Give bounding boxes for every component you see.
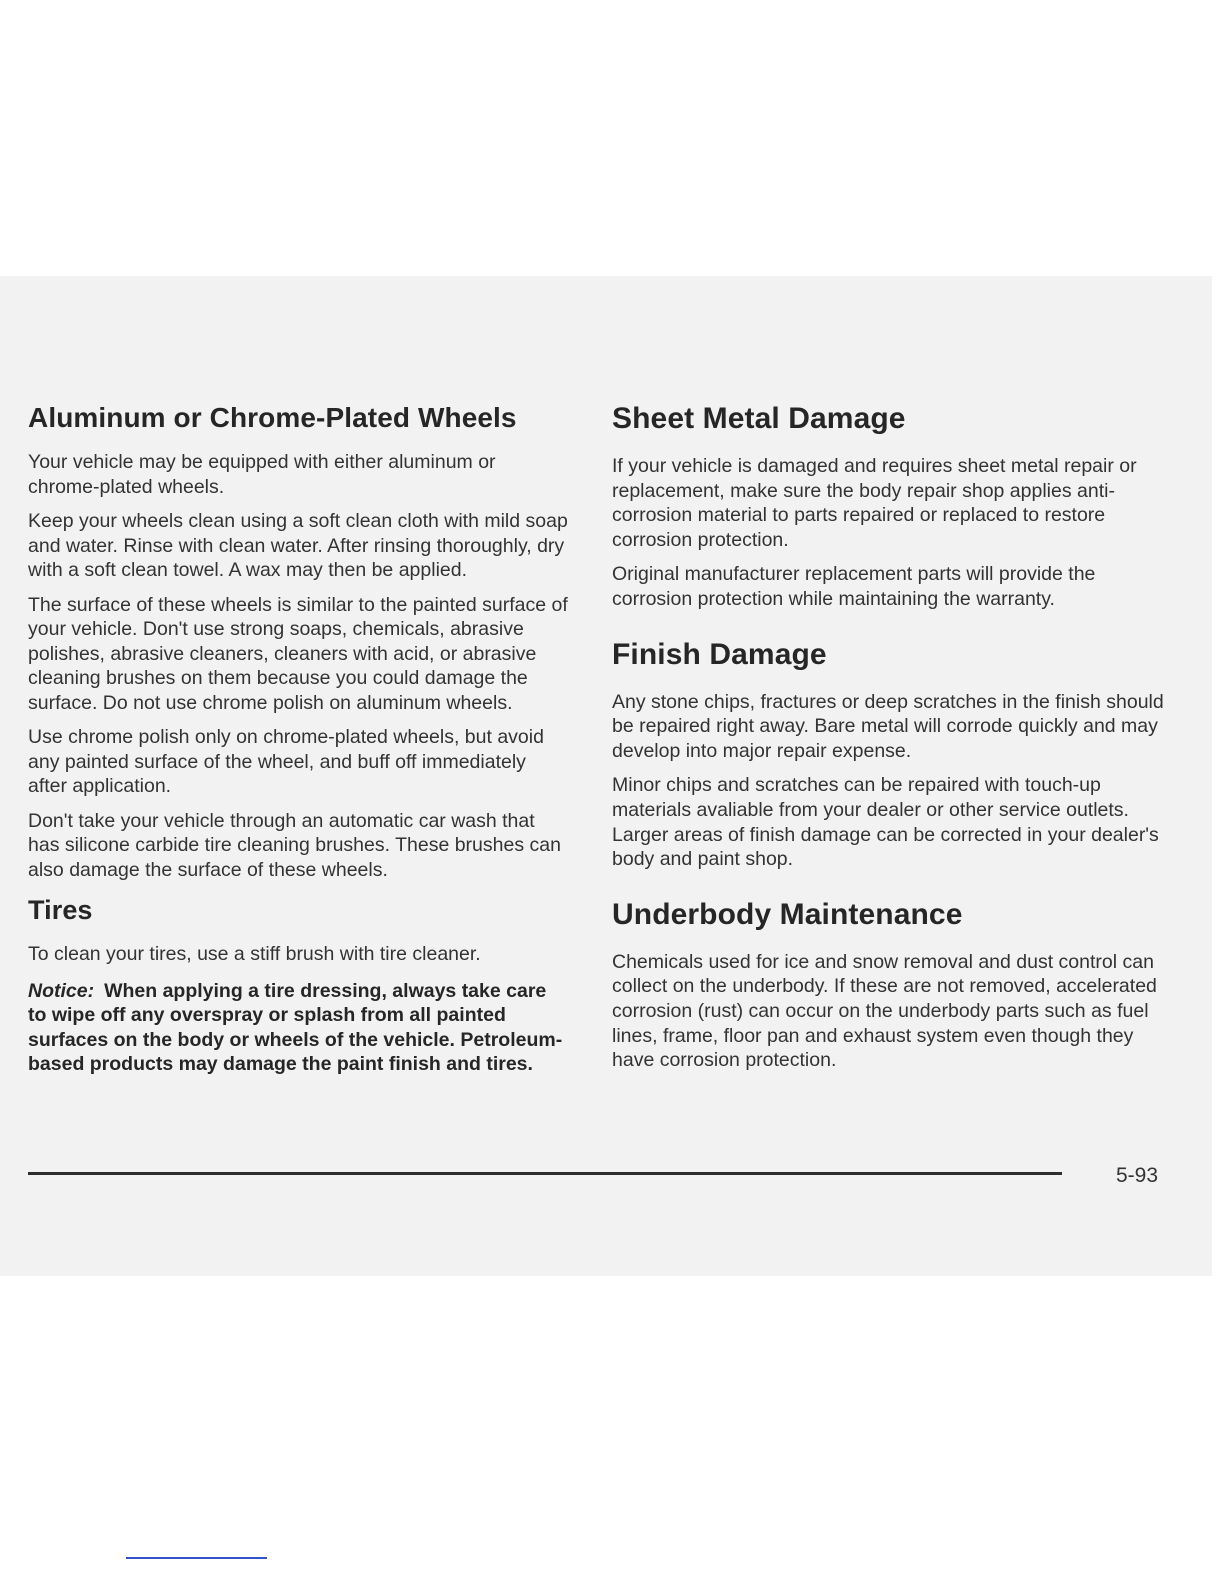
link-underline[interactable] [126,1557,267,1559]
notice-text: When applying a tire dressing, always take care to wipe off any overspray or splash from all painted surfaces on the body or wheels of the vehicle. Petroleum-based products may damage the paint finish and tires. [28,979,563,1075]
underbody-paragraph: Chemicals used for ice and snow removal and dust control can collect on the underbody. If these are not removed, accelerated corrosion (rust) can occur on the underbody parts such as fuel lines, frame, floor pan and exhaust system even though they have corrosion protection. [612,950,1157,1072]
wheels-paragraph: Keep your wheels clean using a soft clean cloth with mild soap and water. Rinse with clean water. After rinsing thoroughly, dry with a soft clean towel. A wax may then be applied. [28,510,568,581]
finish-paragraph: Minor chips and scratches can be repaired with touch-up materials avaliable from your dealer or other service outlets. Larger areas of finish damage can be corrected in your dealer's body and paint shop. [612,774,1159,871]
right-column [612,398,1172,1083]
tires-notice [28,979,568,1077]
finish-heading: Finish Damage [612,637,827,671]
left-column [28,398,568,1077]
sheet-metal-heading: Sheet Metal Damage [612,402,906,435]
footer-rule [28,1172,1062,1175]
page-number: 5-93 [1116,1164,1159,1187]
tires-heading: Tires [28,895,93,925]
notice-label: Notice: [28,979,95,1002]
sheet-metal-paragraph: If your vehicle is damaged and requires sheet metal repair or replacement, make sure the body repair shop applies anti-corrosion material to parts repaired or replaced to restore corrosion protection. [612,455,1137,551]
underbody-heading: Underbody Maintenance [612,897,963,931]
finish-paragraph: Any stone chips, fractures or deep scratches in the finish should be repaired right away. Bare metal will corrode quickly and may develop into major repair expense. [612,690,1164,762]
wheels-paragraph: Don't take your vehicle through an automatic car wash that has silicone carbide tire cleaning brushes. These brushes can also damage the surface of these wheels. [28,809,561,881]
tires-paragraph: To clean your tires, use a stiff brush with tire cleaner. [28,943,481,965]
wheels-paragraph: Use chrome polish only on chrome-plated wheels, but avoid any painted surface of the wheel, and buff off immediately after application. [28,726,544,797]
sheet-metal-paragraph: Original manufacturer replacement parts will provide the corrosion protection while maintaining the warranty. [612,563,1096,610]
wheels-heading: Aluminum or Chrome-Plated Wheels [28,402,517,433]
wheels-paragraph: The surface of these wheels is similar to the painted surface of your vehicle. Don't use strong soaps, chemicals, abrasive polishes, abrasive cleaners, cleaners with acid, or abrasive cleaning brushes on them because you could damage the surface. Do not use chrome polish on aluminum wheels. [28,593,568,714]
wheels-paragraph: Your vehicle may be equipped with either aluminum or chrome-plated wheels. [28,451,496,498]
